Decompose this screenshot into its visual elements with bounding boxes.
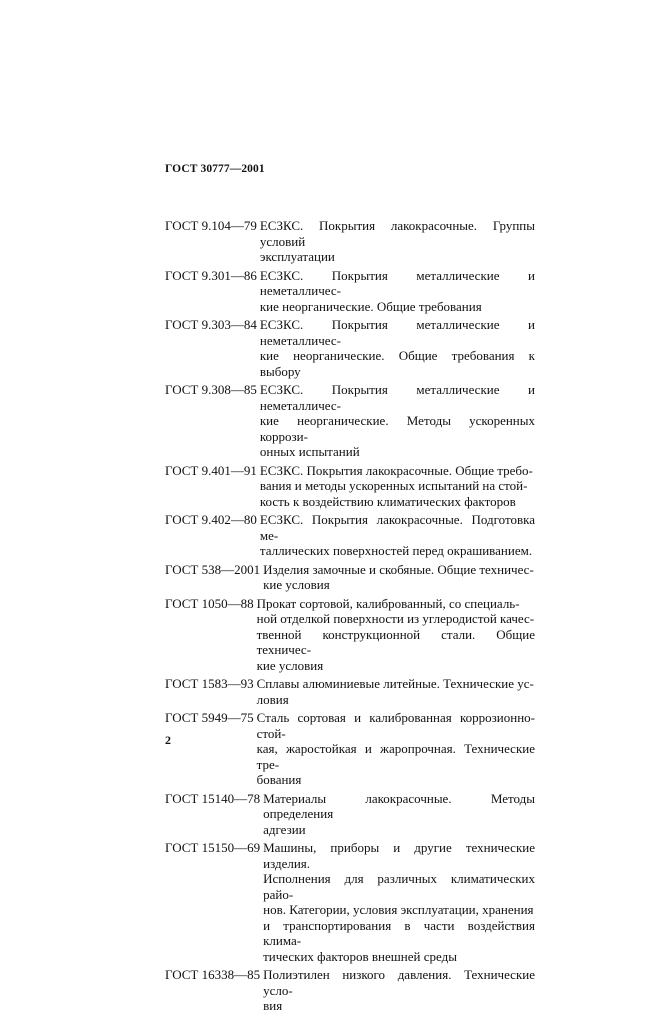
reference-entry (165, 382, 535, 460)
reference-title (260, 967, 535, 1014)
reference-code: ГОСТ 15150—69 (165, 840, 261, 855)
reference-title (254, 596, 535, 674)
reference-entry (165, 676, 535, 707)
reference-title-line: ЕСЗКС. Покрытия металлические и неметалличес- (259, 317, 535, 348)
reference-title-line: кие неорганические. Общие требования к выбору (259, 348, 535, 379)
reference-title-line: ЕСЗКС. Покрытия лакокрасочные. Подготовка ме- (259, 512, 535, 543)
reference-title-line: Сплавы алюминиевые литейные. Технические ус- (256, 676, 534, 691)
reference-title-line: кие неорганические. Методы ускоренных коррози- (259, 413, 535, 444)
reference-title-line: нов. Категории, условия эксплуатации, хранения (263, 902, 534, 917)
reference-code: ГОСТ 9.402—80 (165, 512, 257, 527)
reference-entry (165, 463, 535, 510)
normative-references-list (165, 218, 535, 1017)
reference-title (260, 791, 535, 838)
reference-entry (165, 268, 535, 315)
reference-title (257, 382, 535, 460)
reference-title-line: ЕСЗКС. Покрытия металлические и неметалличес- (259, 267, 535, 298)
reference-code: ГОСТ 9.303—84 (165, 317, 257, 332)
reference-entry (165, 791, 535, 838)
reference-entry (165, 967, 535, 1014)
reference-title (257, 463, 535, 510)
reference-title-line: кие условия (256, 657, 324, 673)
document-header-code: ГОСТ 30777—2001 (165, 163, 265, 175)
reference-entry (165, 710, 535, 788)
reference-title-line: Полиэтилен низкого давления. Технические усло- (263, 967, 535, 998)
reference-title-line: вия (263, 998, 283, 1013)
reference-title-line: твенной конструкционной стали. Общие техничес- (256, 626, 535, 657)
reference-code: ГОСТ 9.401—91 (165, 462, 257, 478)
reference-title (257, 317, 535, 379)
reference-title-line: онных испытаний (259, 444, 360, 459)
reference-title-line: адгезии (263, 821, 306, 837)
reference-title-line: кие условия (263, 577, 330, 592)
reference-title-line: Исполнения для различных климатических райо- (263, 871, 535, 902)
reference-title-line: эксплуатации (259, 249, 335, 264)
reference-entry (165, 317, 535, 379)
reference-entry (165, 840, 535, 964)
reference-entry (165, 512, 535, 559)
reference-code: ГОСТ 5949—75 (165, 710, 254, 725)
reference-title-line: кость к воздействию климатических факторов (259, 493, 516, 509)
reference-code: ГОСТ 9.301—86 (165, 267, 257, 283)
reference-title-line: бования (256, 772, 302, 787)
reference-code: ГОСТ 538—2001 (165, 561, 261, 577)
reference-title (260, 562, 535, 593)
reference-title-line: Изделия замочные и скобяные. Общие техничес- (263, 561, 534, 577)
reference-code: ГОСТ 16338—85 (165, 967, 261, 982)
reference-title (257, 512, 535, 559)
reference-title-line: таллических поверхностей перед окрашиванием. (259, 543, 533, 558)
reference-title-line: ной отделкой поверхности из углеродистой качес- (256, 611, 535, 626)
reference-entry (165, 562, 535, 593)
reference-title-line: ЕСЗКС. Покрытия лакокрасочные. Группы условий (259, 218, 535, 249)
reference-code: ГОСТ 1050—88 (165, 595, 254, 611)
reference-title-line: Сталь сортовая и калиброванная коррозионно-стой- (256, 710, 535, 741)
reference-title (257, 218, 535, 265)
reference-title (257, 268, 535, 315)
reference-title-line: кие неорганические. Общие требования (259, 298, 482, 314)
reference-code: ГОСТ 9.104—79 (165, 218, 257, 233)
reference-entry (165, 218, 535, 265)
reference-title (254, 676, 535, 707)
reference-title-line: ЕСЗКС. Покрытия лакокрасочные. Общие требо- (259, 462, 533, 478)
reference-title-line: кая, жаростойкая и жаропрочная. Технические тре- (256, 741, 535, 772)
reference-code: ГОСТ 15140—78 (165, 790, 261, 806)
reference-title-line: Машины, приборы и другие технические изделия. (263, 840, 535, 871)
reference-title-line: Материалы лакокрасочные. Методы определения (263, 790, 535, 821)
reference-code: ГОСТ 1583—93 (165, 676, 254, 691)
reference-title-line: тических факторов внешней среды (263, 948, 457, 964)
page-number: 2 (165, 733, 171, 747)
reference-title-line: вания и методы ускоренных испытаний на стой- (259, 478, 528, 493)
reference-title-line: ЕСЗКС. Покрытия металлические и неметалличес- (259, 382, 535, 413)
reference-title (260, 840, 535, 964)
reference-title-line: и транспортирования в части воздействия клима- (263, 917, 535, 948)
reference-entry (165, 596, 535, 674)
reference-title (254, 710, 535, 788)
reference-title-line: ловия (256, 691, 289, 707)
reference-title-line: Прокат сортовой, калиброванный, со специаль- (256, 595, 520, 611)
reference-code: ГОСТ 9.308—85 (165, 382, 257, 397)
